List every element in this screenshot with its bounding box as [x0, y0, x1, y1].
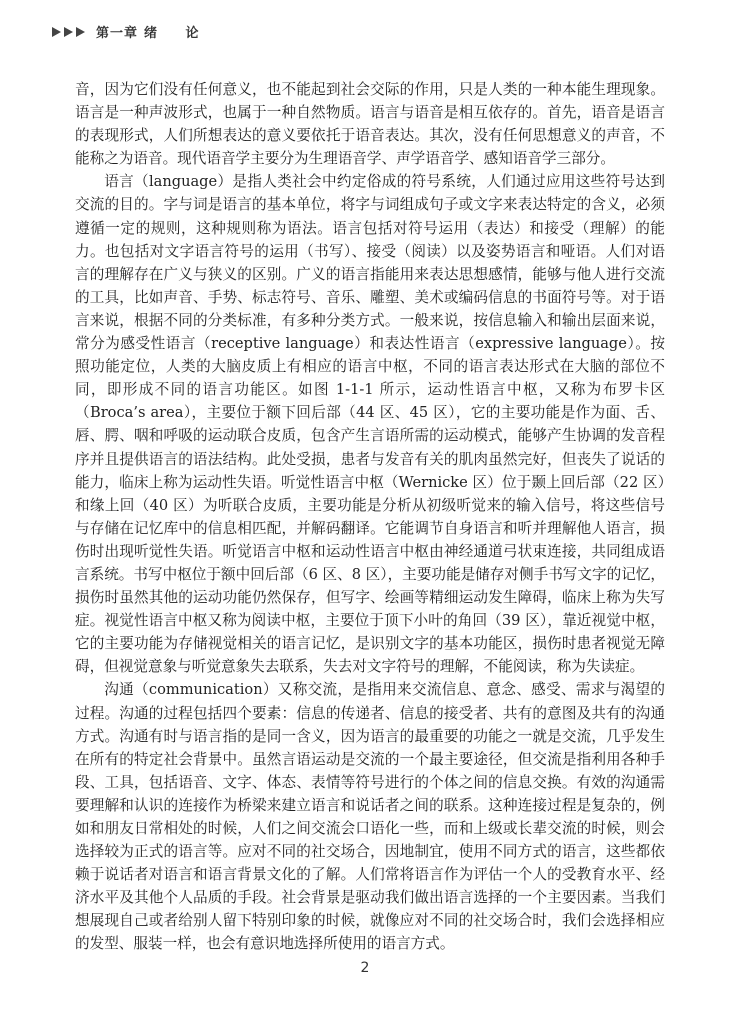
chapter-number: 第一章 [96, 26, 139, 41]
paragraph-continued: 音，因为它们没有任何意义，也不能起到社会交际的作用，只是人类的一种本能生理现象。语言是一种声波形式，也属于一种自然物质。语言与语音是相互依存的。首先，语音是语言的表现形式，人们所想表达的意义要依托于语音表达。其次，没有任何思想意义的声音，不能称之为语音。现代语音学主要分为生理语音学、声学语音学、感知语音学三部分。 [75, 81, 665, 168]
paragraph-communication: 沟通（communication）又称交流，是指用来交流信息、意念、感受、需求与渴望的过程。沟通的过程包括四个要素：信息的传递者、信息的接受者、共有的意图及共有的沟通方式。沟通有时与语言指的是同一含义，因为语言的最重要的功能之一就是交流，几乎发生在所有的特定社会背景中。虽然言语运动是交流的一个最主要途径，但交流是指利用各种手段、工具，包括语音、文字、体态、表情等符号进行的个体之间的信息交换。有效的沟通需要理解和认识的连接作为桥梁来建立语言和说话者之间的联系。这种连接过程是复杂的，例如和朋友日常相处的时候，人们之间交流会口语化一些，而和上级或长辈交流的时候，则会选择较为正式的语言等。应对不同的社交场合，因地制宜，使用不同方式的语言，这些都依赖于说话者对语言和语言背景文化的了解。人们常将语言作为评估一个人的受教育水平、经济水平及其他个人品质的手段。社会背景是驱动我们做出语言选择的一个主要因素。当我们想展现自己或者给别人留下特别印象的时候，就像应对不同的社交场合时，我们会选择相应的发型、服装一样，也会有意识地选择所使用的语言方式。 [75, 681, 665, 953]
triple-triangle-icon [52, 26, 88, 38]
paragraph-language: 语言（language）是指人类社会中约定俗成的符号系统，人们通过应用这些符号达到交流的目的。字与词是语言的基本单位，将字与词组成句子或文字来表达特定的含义，必须遵循一定的规则，这种规则称为语法。语言包括对符号运用（表达）和接受（理解）的能力。也包括对文字语言符号的运用（书写）、接受（阅读）以及姿势语言和哑语。人们对语言的理解存在广义与狭义的区别。广义的语言指能用来表达思想感情，能够与他人进行交流的工具，比如声音、手势、标志符号、音乐、雕塑、美术或编码信息的书面符号等。对于语言来说，根据不同的分类标准，有多种分类方式。一般来说，按信息输入和输出层面来说，常分为感受性语言（receptive language）和表达性语言（expressive language）。按照功能定位，人类的大脑皮质上有相应的语言中枢，不同的语言表达形式在大脑的部位不同，即形成不同的语言功能区。如图 1-1-1 所示，运动性语言中枢，又称为布罗卡区（Broca’s area），主要位于额下回后部（44 区、45 区），它的主要功能是作为面、舌、唇、腭、咽和呼吸的运动联合皮质，包含产生言语所需的运动模式，能够产生协调的发音程序并且提供语言的语法结构。此处受损，患者与发音有关的肌肉虽然完好，但丧失了说话的能力，临床上称为运动性失语。听觉性语言中枢（Wernicke 区）位于颞上回后部（22 区）和缘上回（40 区）为听联合皮质，主要功能是分析从初级听觉来的输入信号，将这些信号与存储在记忆库中的信息相匹配，并解码翻译。它能调节自身语言和听并理解他人语言，损伤时出现听觉性失语。听觉语言中枢和运动性语言中枢由神经通道弓状束连接，共同组成语言系统。书写中枢位于额中回后部（6 区、8 区），主要功能是储存对侧手书写文字的记忆，损伤时虽然其他的运动功能仍然保存，但写字、绘画等精细运动发生障碍，临床上称为失写症。视觉性语言中枢又称为阅读中枢，主要位于顶下小叶的角回（39 区），靠近视觉中枢，它的主要功能为存储视觉相关的语言记忆，是识别文字的基本功能区，损伤时患者视觉无障碍，但视觉意象与听觉意象失去联系，失去对文字符号的理解，不能阅读，称为失读症。 [75, 173, 665, 676]
body-text [75, 78, 665, 956]
page-number: 2 [360, 960, 370, 976]
running-header [52, 22, 211, 41]
chapter-title: 绪 论 [144, 26, 211, 41]
